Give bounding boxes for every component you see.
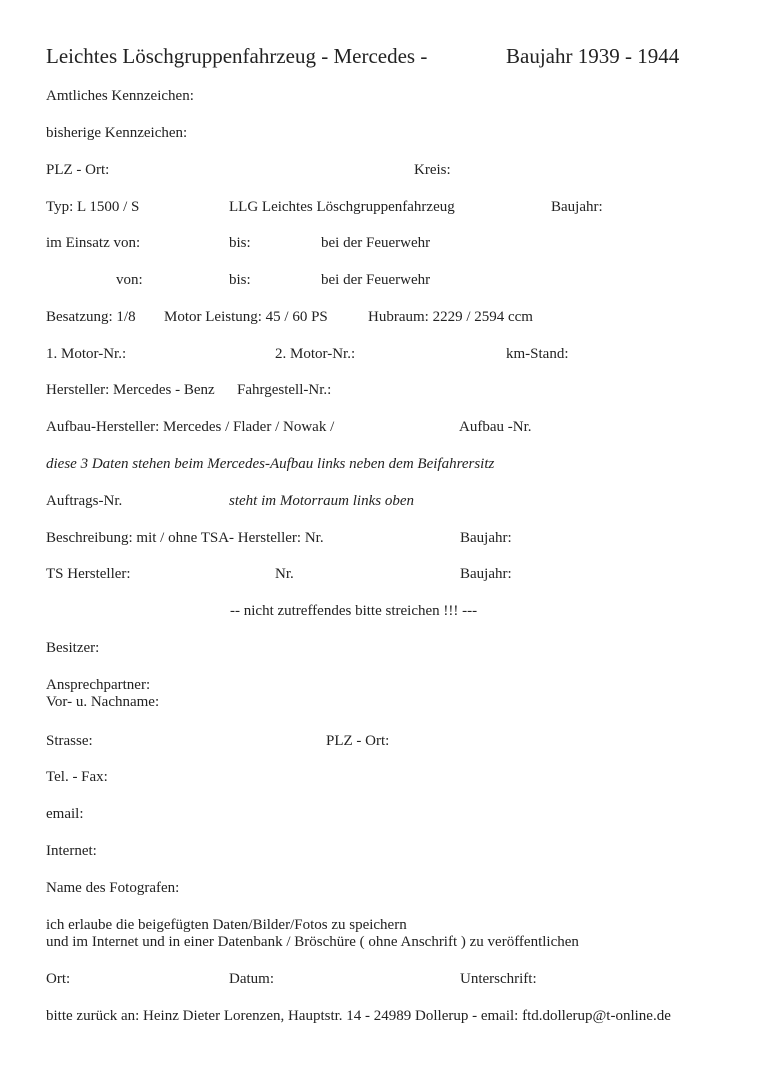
hinweis-daten-note: diese 3 Daten stehen beim Mercedes-Aufbau links neben dem Beifahrersitz (46, 456, 495, 472)
strasse-label: Strasse: (46, 733, 93, 749)
erlaubnis-line-1: ich erlaube die beigefügten Daten/Bilder/Fotos zu speichern (46, 917, 407, 933)
besitzer-label: Besitzer: (46, 640, 100, 656)
vor-nachname-label: Vor- u. Nachname: (46, 694, 160, 710)
erlaubnis-line-2: und im Internet und in einer Datenbank / Bröschüre ( ohne Anschrift ) zu veröffentlichen (46, 934, 579, 950)
internet-label: Internet: (46, 843, 97, 859)
beschreibung-label: Beschreibung: mit / ohne TSA- Hersteller: Nr. (46, 530, 324, 546)
ts-nr-label: Nr. (275, 566, 294, 582)
aufbau-hersteller-label: Aufbau-Hersteller: Mercedes / Flader / Nowak / (46, 419, 335, 435)
besatzung-label: Besatzung: 1/8 (46, 309, 136, 325)
hersteller-label: Hersteller: Mercedes - Benz (46, 382, 215, 398)
datum-label: Datum: (229, 971, 274, 987)
motor-nr-1-label: 1. Motor-Nr.: (46, 346, 127, 362)
streichen-note: -- nicht zutreffendes bitte streichen !!! --- (230, 603, 478, 619)
fotograf-label: Name des Fotografen: (46, 880, 180, 896)
ort-label: Ort: (46, 971, 71, 987)
feuerwehr-label: bei der Feuerwehr (321, 235, 431, 251)
einsatz-von-2-label: von: (116, 272, 143, 288)
feuerwehr-2-label: bei der Feuerwehr (321, 272, 431, 288)
hinweis-motorraum-note: steht im Motorraum links oben (229, 493, 414, 509)
motor-leistung-label: Motor Leistung: 45 / 60 PS (164, 309, 328, 325)
ts-baujahr-label: Baujahr: (460, 566, 512, 582)
baujahr-label: Baujahr: (551, 199, 603, 215)
typ-label: Typ: L 1500 / S (46, 199, 140, 215)
hubraum-label: Hubraum: 2229 / 2594 ccm (368, 309, 533, 325)
amtliches-kennzeichen-label: Amtliches Kennzeichen: (46, 88, 194, 104)
llg-label: LLG Leichtes Löschgruppenfahrzeug (229, 199, 455, 215)
km-stand-label: km-Stand: (506, 346, 569, 362)
unterschrift-label: Unterschrift: (460, 971, 537, 987)
document-year-range: Baujahr 1939 - 1944 (506, 44, 680, 68)
ansprechpartner-label: Ansprechpartner: (46, 677, 151, 693)
tsa-baujahr-label: Baujahr: (460, 530, 512, 546)
aufbau-nr-label: Aufbau -Nr. (459, 419, 532, 435)
email-label: email: (46, 806, 84, 822)
fahrgestell-nr-label: Fahrgestell-Nr.: (237, 382, 332, 398)
auftrags-nr-label: Auftrags-Nr. (46, 493, 123, 509)
einsatz-bis-2-label: bis: (229, 272, 251, 288)
einsatz-bis-label: bis: (229, 235, 251, 251)
plz-ort-label: PLZ - Ort: (46, 162, 110, 178)
document-title: Leichtes Löschgruppenfahrzeug - Mercedes - (46, 44, 428, 68)
ts-hersteller-label: TS Hersteller: (46, 566, 131, 582)
motor-nr-2-label: 2. Motor-Nr.: (275, 346, 356, 362)
besitzer-plz-ort-label: PLZ - Ort: (326, 733, 390, 749)
tel-fax-label: Tel. - Fax: (46, 769, 108, 785)
kreis-label: Kreis: (414, 162, 451, 178)
einsatz-von-label: im Einsatz von: (46, 235, 141, 251)
bisherige-kennzeichen-label: bisherige Kennzeichen: (46, 125, 188, 141)
return-address: bitte zurück an: Heinz Dieter Lorenzen, Hauptstr. 14 - 24989 Dollerup - email: ftd.dollerup@t-online.de (46, 1008, 671, 1024)
